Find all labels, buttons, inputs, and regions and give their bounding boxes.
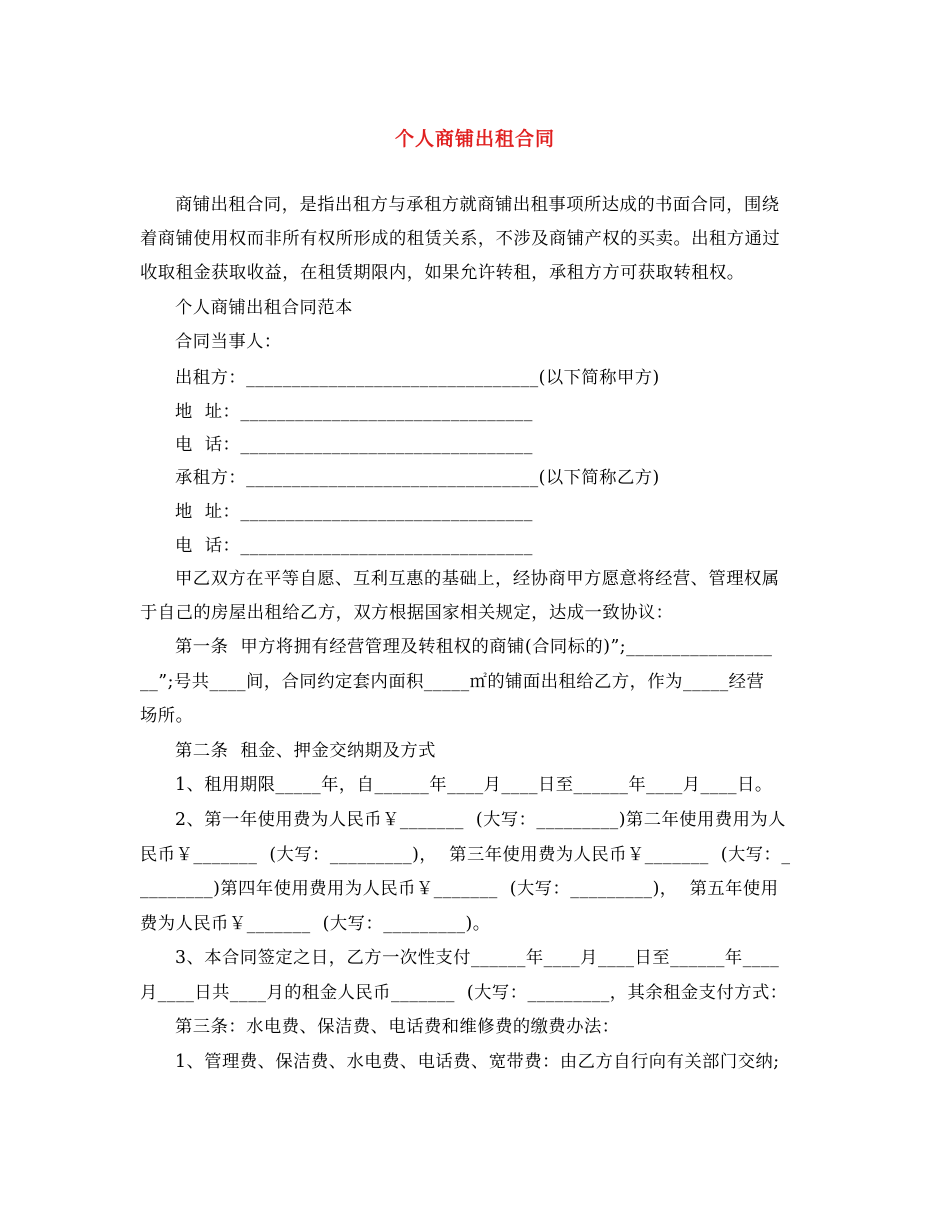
article-2-item-2-line-3: ________)第四年使用费用为人民币￥_______ (大写：_________)， 第五年使用 (140, 879, 779, 899)
intro-line-1: 商铺出租合同，是指出租方与承租方就商铺出租事项所达成的书面合同，围绕 (175, 195, 780, 215)
article-3-item-1: 1、管理费、保洁费、水电费、电话费、宽带费：由乙方自行向有关部门交纳; (175, 1052, 780, 1072)
article-1-line-2: __”;号共____间，合同约定套内面积_____㎡的铺面出租给乙方，作为_____经营 (140, 672, 765, 692)
agreement-line-1: 甲乙双方在平等自愿、互利互惠的基础上，经协商甲方愿意将经营、管理权属 (175, 569, 780, 589)
intro-line-2: 着商铺使用权而非所有权所形成的租赁关系，不涉及商铺产权的买卖。出租方通过 (140, 229, 781, 249)
article-2-item-1: 1、租用期限_____年，自______年____月____日至______年____月____日。 (175, 775, 773, 795)
article-2-item-2-line-4: 费为人民币￥_______ (大写：_________)。 (140, 914, 491, 934)
lessee-field: 承租方：________________________________(以下简称乙方) (175, 468, 660, 488)
lessee-phone-field: 电 话：________________________________ (175, 536, 533, 556)
article-2-item-3-line-2: 月____日共____月的租金人民币_______ (大写：_________，其余租金支付方式： (140, 983, 788, 1003)
lessor-phone-field: 电 话：________________________________ (175, 435, 533, 455)
lessor-field: 出租方：________________________________(以下简称甲方) (175, 368, 660, 388)
article-2-item-3-line-1: 3、本合同签定之日，乙方一次性支付______年____月____日至______年____ (175, 948, 780, 968)
lessee-address-field: 地 址：________________________________ (175, 502, 533, 522)
intro-line-3: 收取租金获取收益，在租赁期限内，如果允许转租，承租方方可获取转租权。 (140, 263, 745, 283)
article-1-line-1: 第一条 甲方将拥有经营管理及转租权的商铺(合同标的)”;________________ (175, 637, 773, 657)
lessor-address-field: 地 址：________________________________ (175, 402, 533, 422)
article-3-heading: 第三条：水电费、保洁费、电话费和维修费的缴费办法： (175, 1017, 620, 1037)
template-heading: 个人商铺出租合同范本 (175, 298, 353, 318)
article-2-item-2-line-2: 民币￥_______ (大写：_________)， 第三年使用费为人民币￥_______ (大写：_ (140, 845, 791, 865)
parties-heading: 合同当事人： (175, 332, 282, 352)
article-2-heading: 第二条 租金、押金交纳期及方式 (175, 741, 436, 761)
article-2-item-2-line-1: 2、第一年使用费为人民币￥_______ (大写：_________)第二年使用费用为人 (175, 810, 786, 830)
page-title: 个人商铺出租合同 (394, 128, 555, 150)
article-1-line-3: 场所。 (140, 706, 194, 726)
agreement-line-2: 于自己的房屋出租给乙方，双方根据国家相关规定，达成一致协议： (140, 603, 674, 623)
